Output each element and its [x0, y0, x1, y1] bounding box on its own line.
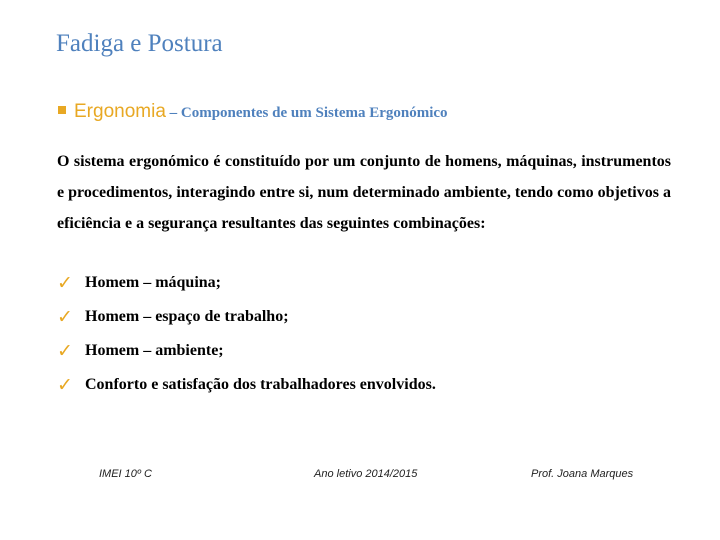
checkmark-icon: ✓	[57, 272, 73, 294]
checklist-item	[57, 336, 436, 370]
body-paragraph: O sistema ergonómico é constituído por um conjunto de homens, máquinas, instrumentos e procedimentos, interagindo entre si, num determinado ambiente, tendo como objetivos a eficiência e a segurança resultantes das seguintes combinações:	[57, 153, 671, 232]
subheading-rest: – Componentes de um Sistema Ergonómico	[165, 105, 448, 121]
square-bullet-icon	[58, 106, 66, 114]
subheading-main: Ergonomia	[74, 101, 166, 122]
checklist-item-text: Homem – espaço de trabalho;	[85, 308, 289, 325]
checklist-item-text: Conforto e satisfação dos trabalhadores envolvidos.	[85, 376, 436, 393]
slide-title: Fadiga e Postura	[56, 30, 223, 57]
checklist-item	[57, 302, 436, 336]
checkmark-icon: ✓	[57, 340, 73, 362]
checklist-item	[57, 370, 436, 404]
checkmark-icon: ✓	[57, 374, 73, 396]
footer-class: IMEI 10º C	[99, 468, 152, 480]
checklist-item-text: Homem – máquina;	[85, 274, 221, 291]
checklist-item-text: Homem – ambiente;	[85, 342, 224, 359]
footer-school-year: Ano letivo 2014/2015	[314, 468, 418, 480]
checklist	[57, 268, 436, 404]
section-subheading	[58, 100, 448, 125]
footer-teacher: Prof. Joana Marques	[531, 468, 634, 480]
checklist-item	[57, 268, 436, 302]
checkmark-icon: ✓	[57, 306, 73, 328]
